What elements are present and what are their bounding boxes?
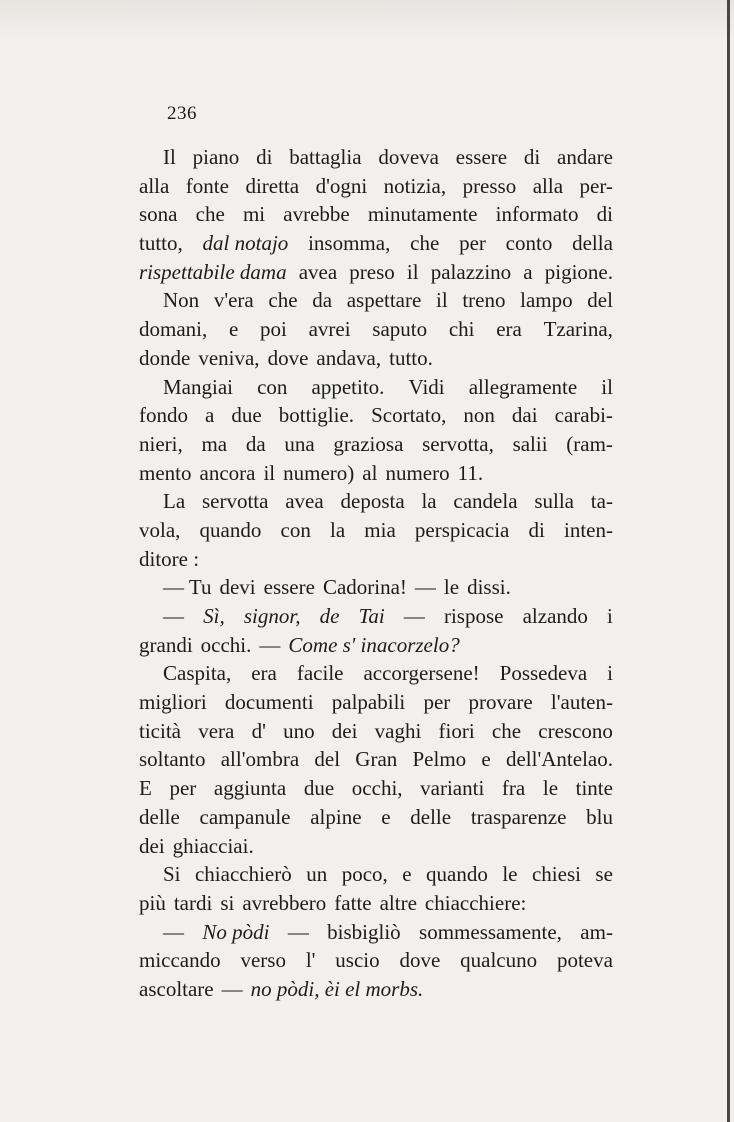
word: inten- [564,517,613,542]
word: provare [468,690,533,715]
word: vera [198,718,235,743]
word: mento [139,460,192,485]
word: candela [453,489,518,514]
word: Scortato, [371,403,447,428]
text-line [139,487,613,516]
text-line [139,717,613,746]
word: avea [285,489,324,514]
text-line [139,832,613,861]
word: si [220,890,235,915]
word: Tai [358,604,385,628]
word: le [443,575,460,600]
word: — [259,632,281,657]
word: ticità [139,718,181,743]
word: vaghi [374,718,422,743]
word: tutto, [139,231,183,256]
word: la [421,489,437,514]
word: Non [163,288,200,313]
word: le [502,862,518,887]
word: presso [462,173,517,198]
word: Gran [355,747,398,772]
word: grandi [139,632,193,657]
word: fatte [334,890,372,915]
text-line [139,315,613,344]
word: che [491,718,522,743]
word: dissi. [467,575,511,600]
word: di [528,517,545,542]
word: — [163,604,184,628]
word: aspettare [346,288,422,313]
word: 11. [457,460,484,485]
word: dell'Antelao. [505,747,613,772]
text-line [139,516,613,545]
word: uno [283,718,315,743]
word: Cadorina! [322,575,407,600]
page-number: 236 [167,103,197,124]
word: Mangiai [163,374,233,399]
word: uscio [335,948,380,973]
word: che [195,202,225,227]
word: E [139,776,152,801]
word: d' [251,718,266,743]
text-line [139,286,613,315]
word: per [459,231,486,256]
word: sommessamente, [419,919,562,944]
page-binding-edge [727,0,730,1122]
word: — [287,919,309,944]
word: treno [462,288,506,313]
word: d'ogni [315,173,368,198]
word: ancora [199,460,256,485]
word: al [362,460,378,485]
word: dove [399,948,441,973]
word: tutto. [389,345,433,370]
word: salii [512,431,548,456]
word: notizia, [383,173,447,198]
word: essere [455,145,508,169]
word: mia [364,517,396,542]
word: delle [410,804,452,829]
word: perspicacia [414,517,510,542]
word: tardi [173,890,213,915]
text-line [139,401,613,430]
word: con [280,517,311,542]
word: battaglia [289,145,362,169]
word: — [414,575,436,600]
word: dai [511,403,538,428]
text-line [139,459,613,488]
word: saputo [372,317,428,342]
word: No pòdi [202,919,270,944]
word: avrebbero [242,890,327,915]
word: nieri, [139,431,183,456]
word: fonte [185,173,229,198]
text-line [139,946,613,975]
word: dei [139,833,165,858]
word: di [596,202,613,227]
word: allegramente [468,374,578,399]
word: occhi, [351,776,403,801]
word: una [284,431,315,456]
word: due [303,776,335,801]
word: di [523,145,541,169]
word: palazzino [430,259,512,284]
page-shadow [0,0,734,40]
word: del [587,288,613,313]
word: per [423,690,451,715]
word: qualcuno [460,948,538,973]
text-line [139,172,613,201]
word: Pelmo [412,747,467,772]
word: trasparenze [470,804,567,829]
word: v'era [213,288,254,313]
word: verso [240,948,286,973]
word: miccando [139,948,221,973]
word: ascoltare [139,976,214,1001]
text-line [139,200,613,229]
word: no pòdi, èi el morbs. [250,976,424,1001]
word: dal notajo [202,231,289,256]
word: ghiacciai. [172,833,254,858]
word: crescono [538,718,613,743]
word: informato [495,202,579,227]
word: e [402,862,412,887]
word: poteva [556,948,613,973]
text-line [139,430,613,459]
word: era [251,661,277,686]
word: de [319,604,340,628]
word: essere [263,575,315,600]
word: da [245,431,266,456]
text-line [139,918,613,947]
word: altre [379,890,417,915]
word: appetito. [311,374,385,399]
word: Caspita, [163,661,232,686]
word: ta- [590,489,613,514]
word: numero) [283,460,355,485]
word: am- [580,919,613,944]
word: deposta [340,489,405,514]
word: con [257,374,288,399]
word: e [228,317,239,342]
word: tinte [575,776,613,801]
word: del [314,747,341,772]
word: numero [385,460,450,485]
word: della [572,231,613,256]
word: servotta, [422,431,494,456]
word: Sì, [203,604,225,628]
text-line [139,631,613,660]
word: — [163,919,184,944]
word: le [542,776,559,801]
word: mi [242,202,266,227]
word: chiesi [531,862,581,887]
word: lampo [520,288,573,313]
text-line [139,774,613,803]
word: all'ombra [220,747,300,772]
word: varianti [420,776,485,801]
word: fondo [139,403,188,428]
word: conto [505,231,553,256]
word: Tzarina, [543,317,613,342]
word: non [463,403,495,428]
word: — [403,604,425,628]
word: l' [305,948,316,973]
word: avea [298,259,338,284]
word: documenti [224,690,314,715]
word: campanule [199,804,291,829]
word: per- [579,173,613,198]
word: doveva [378,145,439,169]
word: era [496,317,522,342]
word: Possedeva [499,661,588,686]
word: chi [448,317,475,342]
word: per [169,776,197,801]
text-line [139,659,613,688]
word: soltanto [139,747,206,772]
word: e [381,804,391,829]
word: quando [199,517,262,542]
word: ditore : [139,546,200,571]
text-line [139,573,613,602]
word: carabi- [554,403,613,428]
word: che [410,231,440,256]
word: Vidi [408,374,445,399]
word: più [139,890,166,915]
word: (ram- [566,431,613,456]
word: sona [139,202,178,227]
word: chiacchierò [194,862,292,887]
word: i [607,604,613,628]
word: Come s' inacorzelo? [288,632,460,657]
word: rispose [443,604,504,628]
word: alla [139,173,170,198]
word: pigione. [544,259,613,284]
text-line [139,860,613,889]
word: se [595,862,613,887]
word: preso [349,259,395,284]
word: aggiunta [213,776,287,801]
word: graziosa [333,431,404,456]
text-line [139,258,613,287]
word: domani, [139,317,208,342]
word: devi [219,575,256,600]
word: alla [532,173,564,198]
word: occhi. [200,632,252,657]
word: Si [163,862,181,887]
text-line [139,745,613,774]
word: ma [201,431,228,456]
word: vola, [139,517,181,542]
word: migliori [139,690,207,715]
word: e [481,747,491,772]
text-line [139,143,613,172]
text-line [139,688,613,717]
text-line [139,373,613,402]
word: la [329,517,346,542]
word: piano [192,145,240,169]
word: La [163,489,186,514]
word: alzando [522,604,588,628]
word: bottiglie. [278,403,355,428]
word: veniva, [198,345,260,370]
word: blu [586,804,613,829]
word: andare [557,145,613,169]
word: signor, [243,604,301,628]
word: il [263,460,276,485]
word: i [607,661,613,686]
body-text [139,143,613,1004]
text-line [139,889,613,918]
word: accorgersene! [363,661,480,686]
word: dove [267,345,309,370]
word: facile [296,661,344,686]
word: minutamente [367,202,478,227]
text-line [139,803,613,832]
word: palpabili [331,690,406,715]
word: — Tu [163,575,212,600]
text-line [139,545,613,574]
word: poi [260,317,287,342]
word: a [523,259,533,284]
word: il [435,288,448,313]
word: l'auten- [550,690,613,715]
word: fiori [438,718,475,743]
word: alpine [310,804,362,829]
word: diretta [245,173,300,198]
word: da [312,288,333,313]
word: chiacchiere: [424,890,527,915]
text-line [139,975,613,1004]
word: avrebbe [283,202,350,227]
word: — [221,976,243,1001]
word: dei [331,718,358,743]
word: due [231,403,262,428]
text-line [139,229,613,258]
word: sulla [534,489,574,514]
word: Il [163,145,176,169]
word: bisbigliò [327,919,401,944]
word: un [306,862,328,887]
word: rispettabile dama [139,259,287,284]
word: quando [426,862,488,887]
word: fra [501,776,526,801]
word: che [268,288,298,313]
text-line [139,602,613,631]
word: il [406,259,419,284]
word: il [601,374,613,399]
word: a [205,403,215,428]
word: delle [139,804,180,829]
word: di [256,145,273,169]
word: andava, [316,345,382,370]
word: insomma, [308,231,391,256]
text-line [139,344,613,373]
word: donde [139,345,191,370]
word: avrei [308,317,351,342]
word: poco, [341,862,388,887]
word: servotta [201,489,269,514]
